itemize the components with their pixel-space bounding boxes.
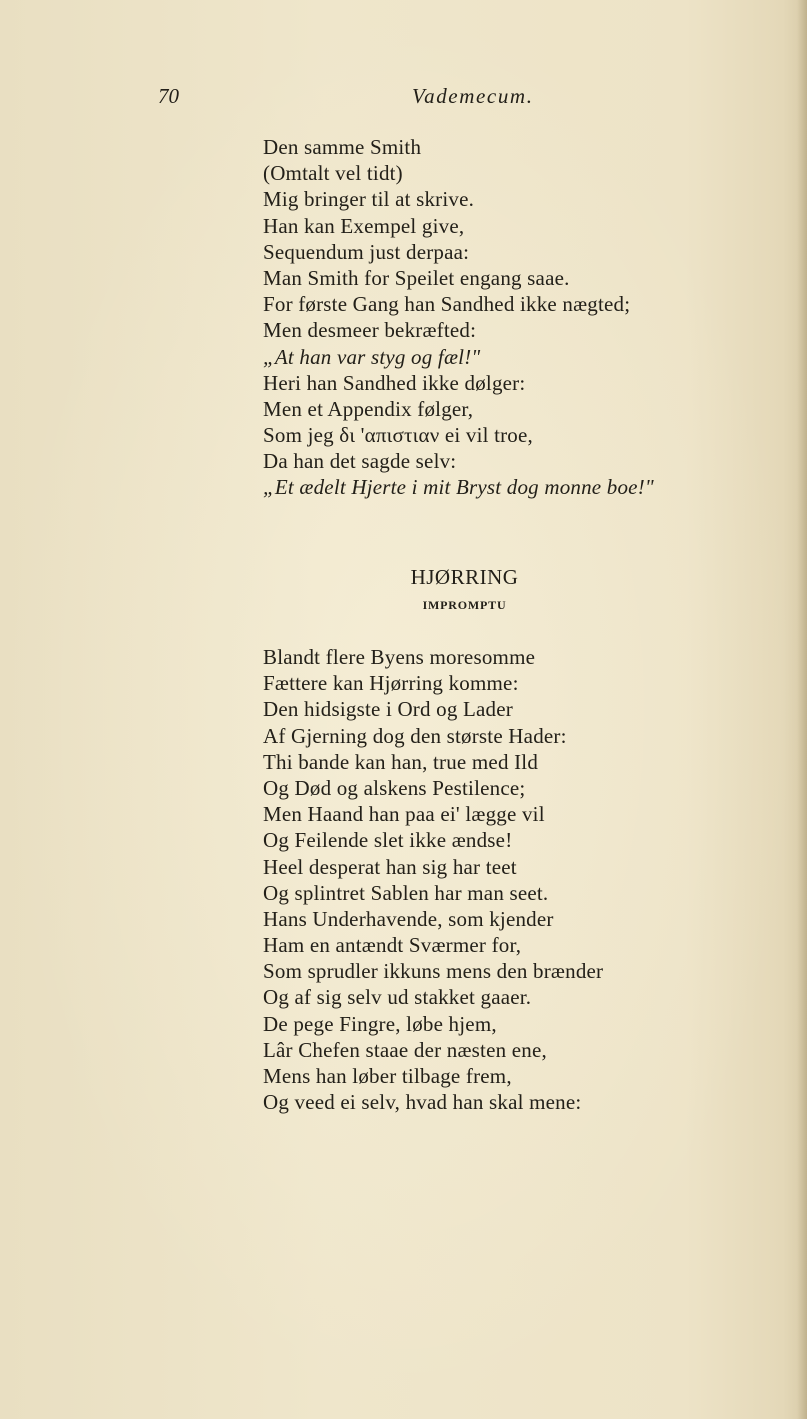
verse-line: „At han var styg og fæl!" <box>263 344 481 369</box>
poem-title: HJØRRING <box>410 565 519 589</box>
verse-line: Ham en antændt Sværmer for, <box>263 933 522 958</box>
verse-line: Og splintret Sablen har man seet. <box>263 880 549 905</box>
verse-line: Af Gjerning dog den største Hader: <box>263 723 567 748</box>
verse-line: Som sprudler ikkuns mens den brænder <box>263 959 604 984</box>
verse-line: Thi bande kan han, true med Ild <box>263 749 539 774</box>
verse-line: Mig bringer til at skrive. <box>263 187 475 212</box>
verse-line: Den hidsigste i Ord og Lader <box>263 697 513 722</box>
verse-line: Og veed ei selv, hvad han skal mene: <box>263 1090 582 1115</box>
verse-line: Den samme Smith <box>263 135 422 159</box>
verse-line: „Et ædelt Hjerte i mit Bryst dog monne boe!" <box>263 475 654 500</box>
running-title: Vademecum. <box>412 84 534 108</box>
running-head <box>0 84 807 114</box>
verse-line: Som jeg δι 'απιστιαν ei vil troe, <box>263 423 533 448</box>
verse-line: (Omtalt vel tidt) <box>263 161 403 186</box>
verse-line: Og Feilende slet ikke ændse! <box>263 828 513 853</box>
verse-line: Fættere kan Hjørring komme: <box>263 671 519 696</box>
page-number: 70 <box>158 84 179 108</box>
verse-line: Heel desperat han sig har teet <box>263 854 517 879</box>
verse-line: Mens han løber tilbage frem, <box>263 1064 512 1088</box>
verse-stanza-smith <box>263 134 654 501</box>
verse-line: Men Haand han paa ei' lægge vil <box>263 802 545 827</box>
verse-line: De pege Fingre, løbe hjem, <box>263 1011 497 1036</box>
verse-line: Man Smith for Speilet engang saae. <box>263 265 570 290</box>
verse-line: Blandt flere Byens moresomme <box>263 645 536 669</box>
verse-line: For første Gang han Sandhed ikke nægted; <box>263 292 631 317</box>
verse-stanza-hjorring <box>263 644 603 1115</box>
verse-line: Men et Appendix følger, <box>263 396 474 421</box>
verse-line: Hans Underhavende, som kjender <box>263 906 554 931</box>
poem-subtitle: IMPROMPTU <box>422 598 507 612</box>
page-edge-shadow <box>797 0 807 1419</box>
verse-line: Da han det sagde selv: <box>263 449 457 474</box>
verse-line: Men desmeer bekræfted: <box>263 318 477 343</box>
verse-line: Han kan Exempel give, <box>263 213 465 238</box>
verse-line: Sequendum just derpaa: <box>263 239 470 264</box>
verse-line: Heri han Sandhed ikke dølger: <box>263 370 526 395</box>
verse-line: Og af sig selv ud stakket gaaer. <box>263 985 532 1010</box>
verse-line: Og Død og alskens Pestilence; <box>263 775 526 800</box>
verse-line: Lâr Chefen staae der næsten ene, <box>263 1037 547 1062</box>
